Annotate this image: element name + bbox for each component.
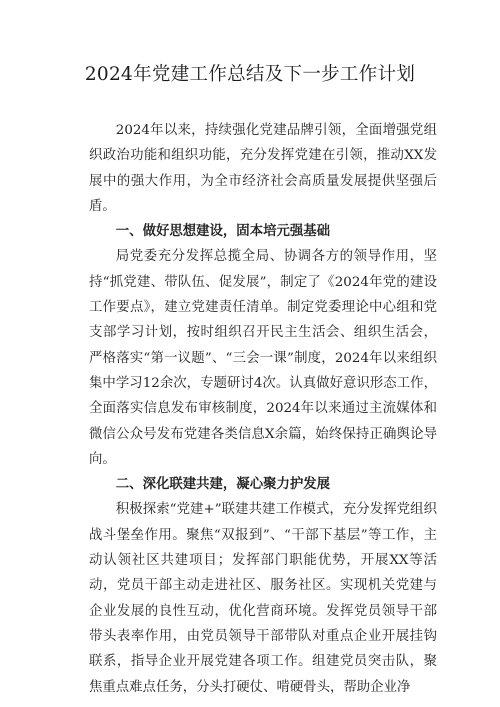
intro-paragraph: 2024年以来，持续强化党建品牌引领，全面增强党组织政治功能和组织功能，充分发挥党建在引领，推动XX发展中的强大作用，为全市经济社会高质量发展提供坚强后盾。 <box>89 123 437 214</box>
section-1-paragraph: 局党委充分发挥总揽全局、协调各方的领导作用，坚持“抓党建、带队伍、促发展”，制定了《2024年党的建设工作要点》，建立党建责任清单。制定党委理论中心组和党支部学习计划，按时组织召开民主生活会、组织生活会，严格落实“第一议题”、“三会一课”制度，2024年以来组织集中学习12余次，专题研讨4次。认真做好意识形态工作，全面落实信息发布审核制度，2024年以来通过主流媒体和微信公众号发布党建各类信息X余篇，始终保持正确舆论导向。 <box>89 249 437 467</box>
document-body <box>89 118 437 700</box>
section-2-heading: 二、深化联建共建，凝心聚力护发展 <box>115 476 331 493</box>
section-1-heading: 一、做好思想建设，固本培元强基础 <box>115 223 331 240</box>
document-title: 2024年党建工作总结及下一步工作计划 <box>84 64 416 85</box>
section-2-paragraph: 积极探索“党建+”联建共建工作模式，充分发挥党组织战斗堡垒作用。聚焦“双报到”、“干部下基层”等工作，主动认领社区共建项目；发挥部门职能优势，开展XX等活动，党员干部主动走进社区、服务社区。实现机关党建与企业发展的良性互动，优化营商环境。发挥党员领导干部带头表率作用，由党员领导干部带队对重点企业开展挂钩联系，指导企业开展党建各项工作。组建党员突击队，聚焦重点难点任务，分头打硬仗、啃硬骨头，帮助企业净 <box>89 502 437 695</box>
